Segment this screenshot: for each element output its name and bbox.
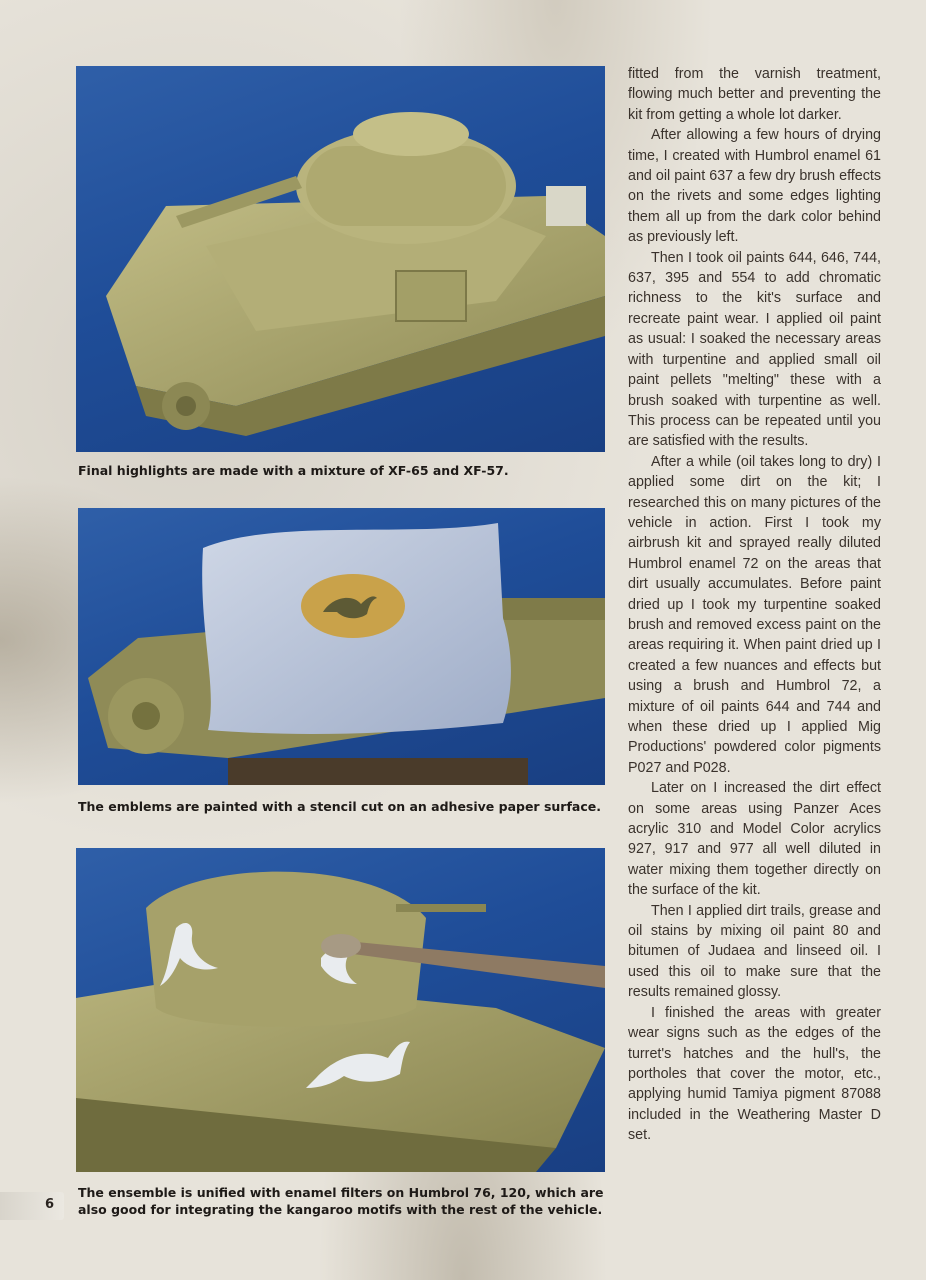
paragraph: After allowing a few hours of drying time, I created with Humbrol enamel 61 and oil paint 637 a few dry brush effects on the rivets and some edges lighting them all up from the dark color behind as previously left. xyxy=(628,127,881,246)
paragraph: After a while (oil takes long to dry) I applied some dirt on the kit; I researched this on many pictures of the vehicle in action. First I took my airbrush kit and sprayed really diluted Humbrol enamel 72 on the areas that dirt usually accumulates. Before paint dried up I took my turpentine soaked brush and removed excess paint on the areas requiring it. When paint dried up I created a few nuances and effects but using a brush and Humbrol 72, a mixture of oil paints 644 and 744 and when these dried up I applied Mig Productions' powdered color pigments P027 and P028. xyxy=(628,453,881,776)
stencil-illustration xyxy=(78,508,605,785)
caption-photo3: The ensemble is unified with enamel filters on Humbrol 76, 120, which are also good for integrating the kangaroo motifs with the rest of the vehicle. xyxy=(78,1185,604,1217)
paragraph: Later on I increased the dirt effect on some areas using Panzer Aces acrylic 310 and Model Color acrylics 927, 917 and 977 all well diluted in water mixing them together directly on the surface of the kit. xyxy=(628,780,881,899)
kangaroo-tank-illustration xyxy=(76,848,605,1172)
paragraph: Then I applied dirt trails, grease and oil stains by mixing oil paint 80 and bitumen of Judaea and linseed oil. I used this oil to make sure that the results remained glossy. xyxy=(628,902,881,1001)
article-body-column xyxy=(628,64,881,1146)
page-number: 6 xyxy=(44,1197,54,1212)
photo-kangaroo-motifs xyxy=(76,848,605,1172)
photo-stencil-emblem xyxy=(78,508,605,785)
caption-photo2: The emblems are painted with a stencil cut on an adhesive paper surface. xyxy=(78,799,601,814)
page-number-tab xyxy=(0,1192,64,1220)
photo-tank-highlights xyxy=(76,66,605,452)
tank-turret-illustration xyxy=(76,66,605,452)
paragraph: fitted from the varnish treatment, flowing much better and preventing the kit from getting a whole lot darker. xyxy=(628,66,881,123)
paragraph: I finished the areas with greater wear signs such as the edges of the turret's hatches and the hull's, the portholes that cover the motor, etc., applying humid Tamiya pigment 87088 included in the Weathering Master D set. xyxy=(628,1004,881,1144)
caption-photo1: Final highlights are made with a mixture of XF-65 and XF-57. xyxy=(78,463,509,478)
paragraph: Then I took oil paints 644, 646, 744, 637, 395 and 554 to add chromatic richness to the kit's surface and recreate paint wear. I applied oil paint as usual: I soaked the necessary areas with turpentine and applied small oil paint pellets "melting" these with a brush soaked with turpentine as well. This process can be repeated until you are satisfied with the results. xyxy=(628,249,881,450)
